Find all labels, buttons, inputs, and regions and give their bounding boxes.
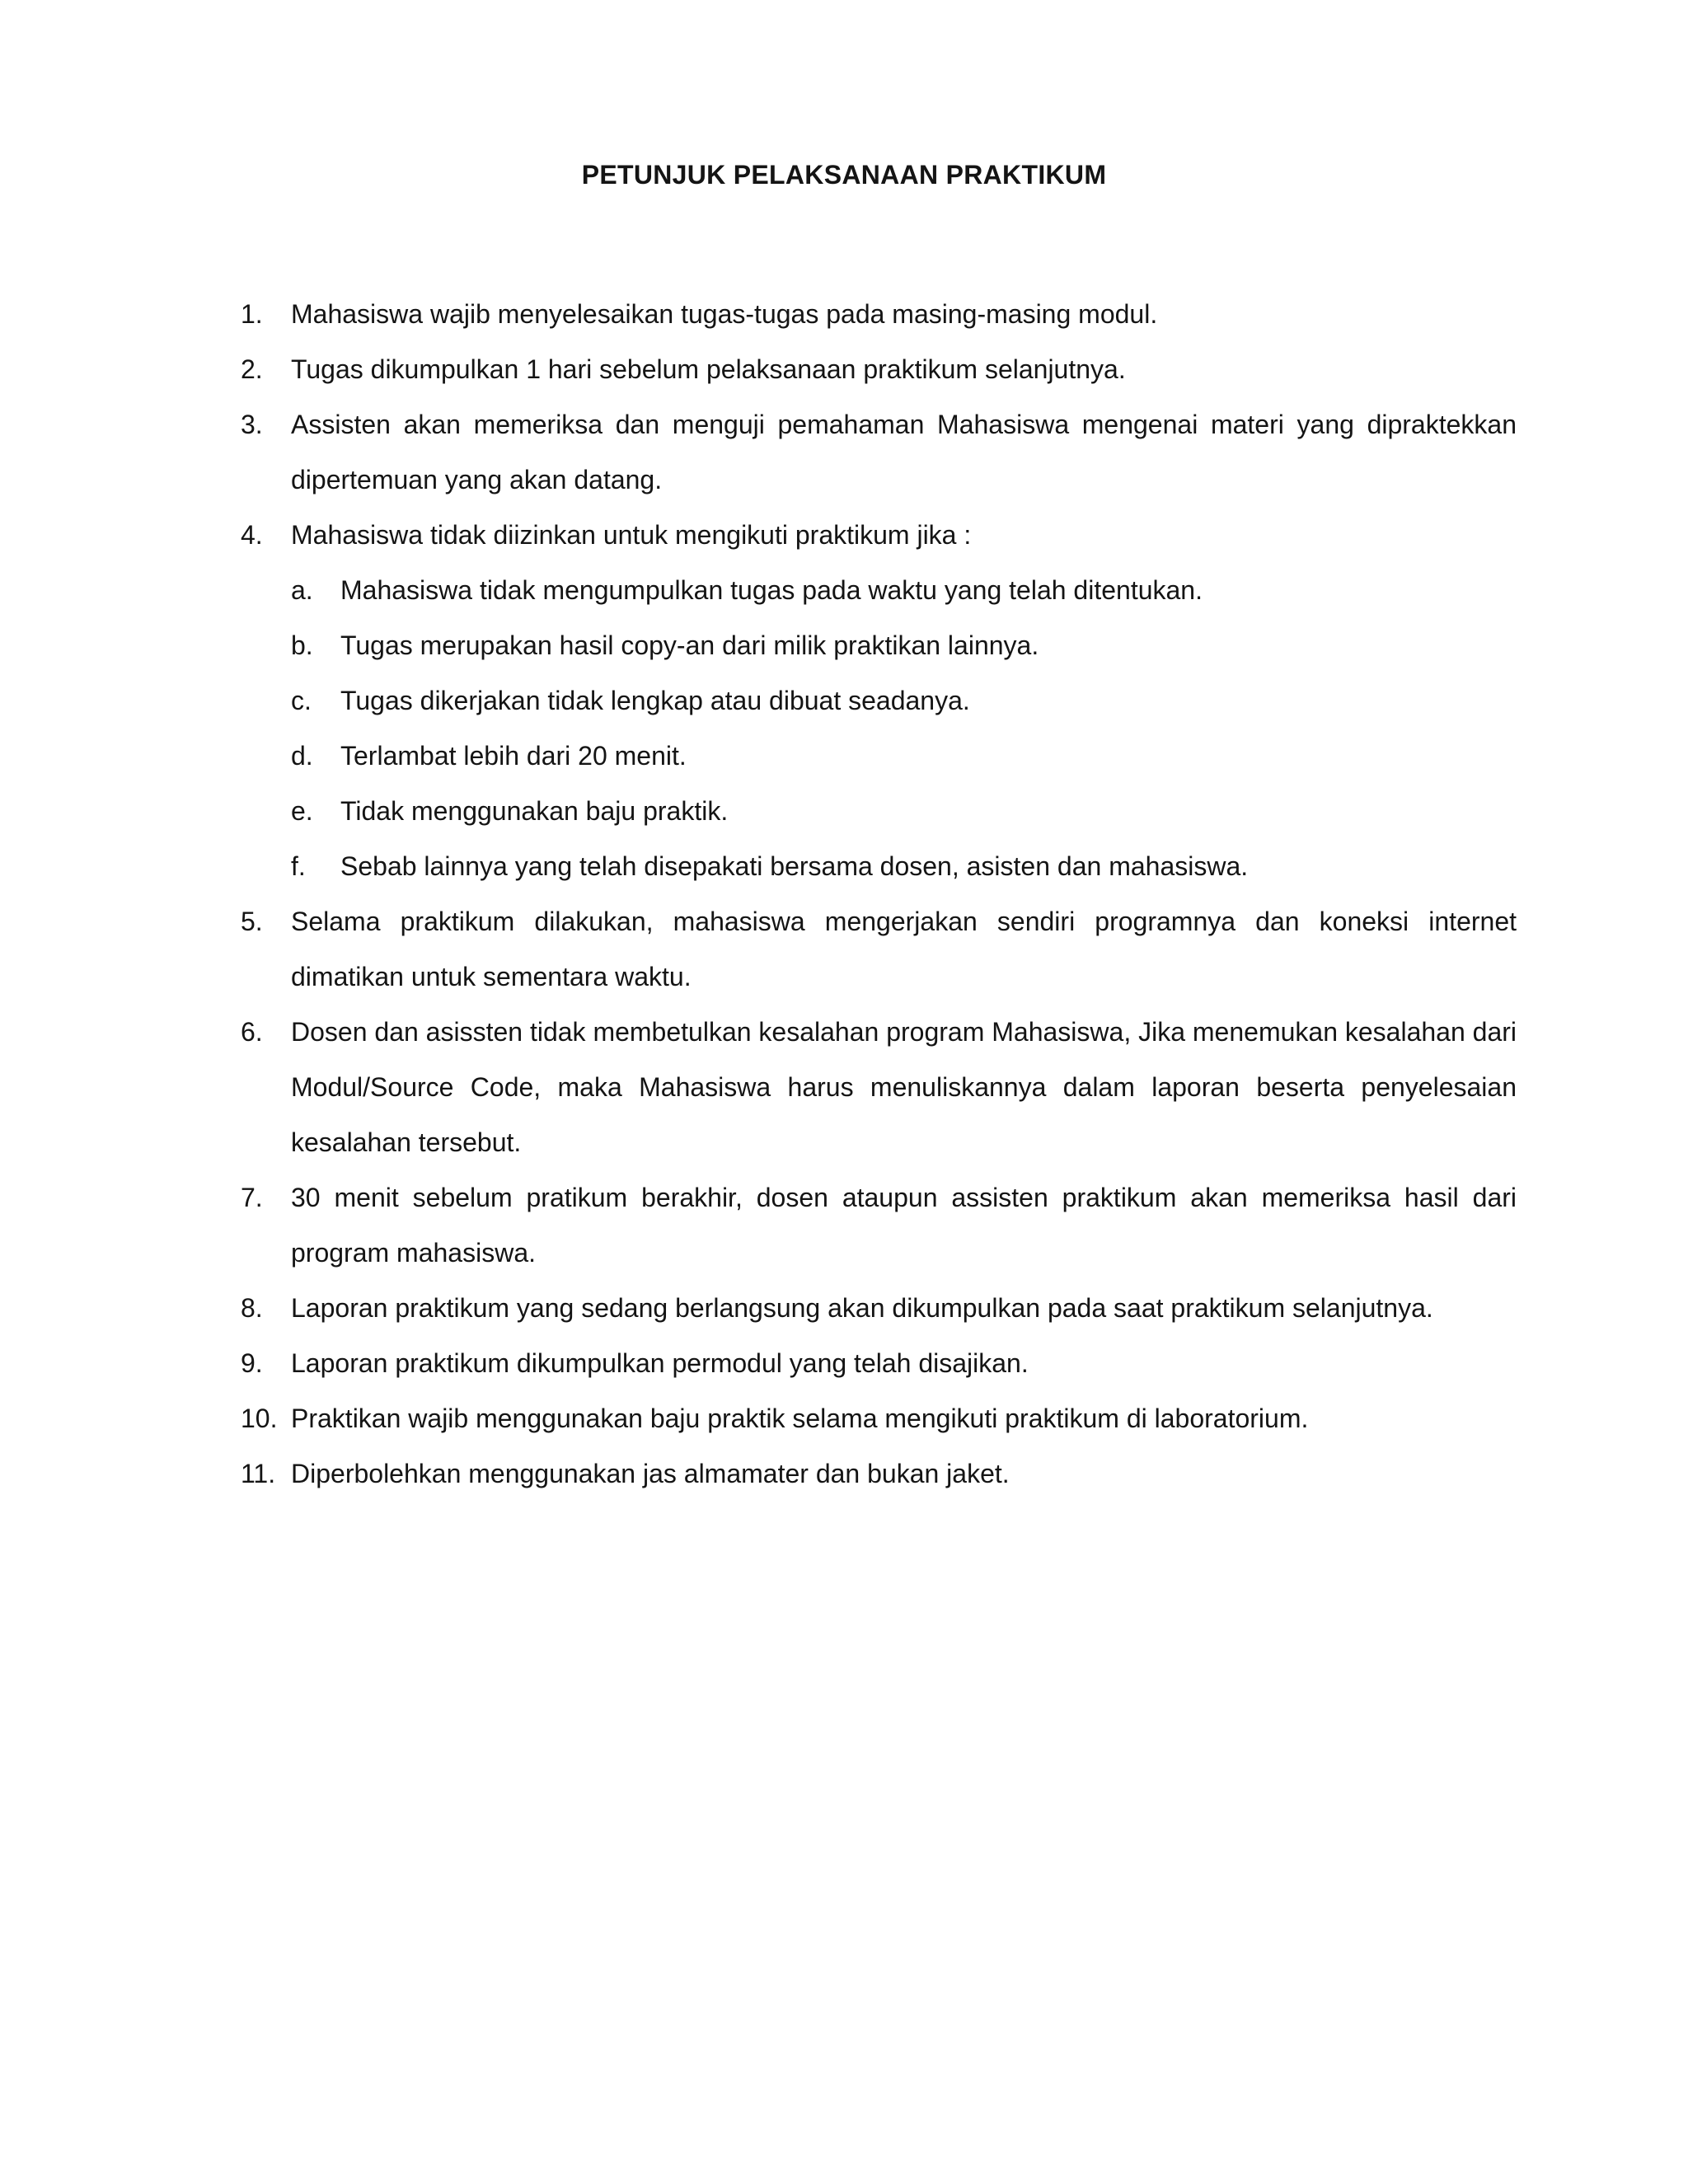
list-item (0, 287, 1517, 342)
sub-list-item (291, 618, 1517, 673)
list-item-number: 5. (241, 907, 263, 936)
sub-list-item-letter: f. (291, 851, 306, 881)
list-item-number: 10. (241, 1404, 278, 1433)
list-item-text: Selama praktikum dilakukan, mahasiswa mengerjakan sendiri programnya dan koneksi internet dimatikan untuk sementara waktu. (291, 907, 1517, 991)
sub-list (291, 563, 1517, 894)
list-item (0, 1005, 1517, 1170)
list-item-number: 2. (241, 354, 263, 384)
sub-list-item-text: Sebab lainnya yang telah disepakati bersama dosen, asisten dan mahasiswa. (340, 851, 1249, 881)
list-item-number: 11. (241, 1459, 276, 1488)
list-item-text: 30 menit sebelum pratikum berakhir, dosen ataupun assisten praktikum akan memeriksa hasil dari program mahasiswa. (291, 1183, 1517, 1268)
list-item (0, 1391, 1517, 1446)
sub-list-item (291, 784, 1517, 839)
sub-list-item-text: Mahasiswa tidak mengumpulkan tugas pada waktu yang telah ditentukan. (340, 575, 1203, 605)
sub-list-item-text: Terlambat lebih dari 20 menit. (340, 741, 687, 771)
sub-list-item (291, 673, 1517, 729)
list-item-number: 6. (241, 1017, 263, 1047)
list-item (0, 1336, 1517, 1391)
list-item-number: 1. (241, 299, 263, 329)
list-item-text: Laporan praktikum dikumpulkan permodul yang telah disajikan. (291, 1348, 1029, 1378)
list-item (0, 508, 1517, 894)
list-item-number: 7. (241, 1183, 263, 1212)
sub-list-item (291, 729, 1517, 784)
sub-list-item-letter: b. (291, 630, 313, 660)
list-item-text: Diperbolehkan menggunakan jas almamater dan bukan jaket. (291, 1459, 1010, 1488)
sub-list-item-text: Tugas dikerjakan tidak lengkap atau dibuat seadanya. (340, 686, 970, 715)
list-item (0, 1446, 1517, 1502)
sub-list-item-letter: c. (291, 686, 312, 715)
sub-list-item-letter: e. (291, 796, 313, 826)
list-item-number: 4. (241, 520, 263, 550)
instruction-list (0, 287, 1688, 1502)
list-item-text: Mahasiswa tidak diizinkan untuk mengikuti praktikum jika : (291, 520, 972, 550)
list-item-text: Dosen dan asissten tidak membetulkan kesalahan program Mahasiswa, Jika menemukan kesalahan dari Modul/Source Code, maka Mahasiswa harus menuliskannya dalam laporan beserta penyelesaian kesalahan tersebut. (291, 1017, 1517, 1157)
list-item-text: Tugas dikumpulkan 1 hari sebelum pelaksanaan praktikum selanjutnya. (291, 354, 1126, 384)
sub-list-item (291, 839, 1517, 894)
list-item (0, 894, 1517, 1005)
sub-list-item-text: Tugas merupakan hasil copy-an dari milik praktikan lainnya. (340, 630, 1039, 660)
sub-list-item-text: Tidak menggunakan baju praktik. (340, 796, 729, 826)
list-item-text: Laporan praktikum yang sedang berlangsung akan dikumpulkan pada saat praktikum selanjutnya. (291, 1293, 1433, 1323)
page-title: PETUNJUK PELAKSANAAN PRAKTIKUM (581, 160, 1107, 190)
list-item (0, 1281, 1517, 1336)
list-item (0, 397, 1517, 508)
sub-list-item-letter: a. (291, 575, 313, 605)
list-item (0, 342, 1517, 397)
sub-list-item (291, 563, 1517, 618)
list-item-text: Mahasiswa wajib menyelesaikan tugas-tugas pada masing-masing modul. (291, 299, 1158, 329)
list-item-text: Assisten akan memeriksa dan menguji pemahaman Mahasiswa mengenai materi yang dipraktekkan dipertemuan yang akan datang. (291, 410, 1517, 494)
list-item-number: 9. (241, 1348, 263, 1378)
list-item-text: Praktikan wajib menggunakan baju praktik selama mengikuti praktikum di laboratorium. (291, 1404, 1309, 1433)
list-item-number: 3. (241, 410, 263, 439)
list-item-number: 8. (241, 1293, 263, 1323)
list-item (0, 1170, 1517, 1281)
sub-list-item-letter: d. (291, 741, 313, 771)
